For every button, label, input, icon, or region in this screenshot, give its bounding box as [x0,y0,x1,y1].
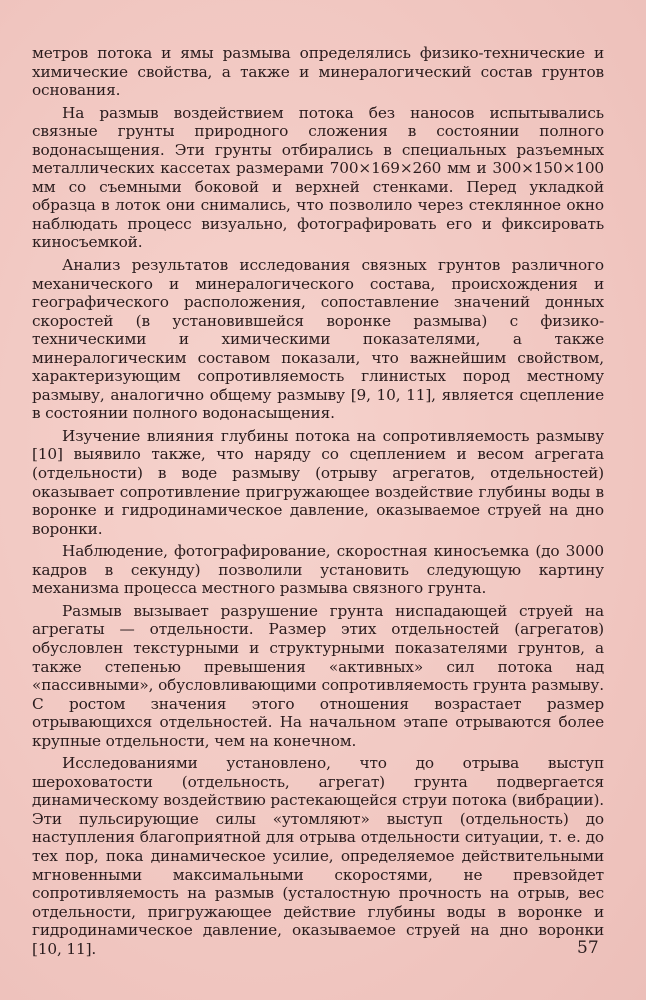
paragraph-7: Исследованиями установлено, что до отрыва выступ шероховатости (отдельность, агрегат) грунта подвергается динамическому воздействию растекающейся струи потока (вибрации). Эти пульсирующие силы «утомляют» выступ (отдельность) до наступления благоприятной для отрыва отдельности ситуации, т. е. до тех пор, пока динамическое усилие, определяемое действительными мгновенными максимальными скоростями, не превзойдет сопротивляемость на размыв (усталостную прочность на отрыв, вес отдельности, пригружающее действие глубины воды в воронке и гидродинамическое давление, оказываемое струей на дно воронки [10, 11]. [32,754,604,958]
body-text [32,44,604,962]
paragraph-6: Размыв вызывает разрушение грунта ниспадающей струей на агрегаты — отдельности. Размер этих отдельностей (агрегатов) обусловлен текстурными и структурными показателями грунтов, а также степенью превышения «активных» сил потока над «пассивными», обусловливающими сопротивляемость грунта размыву. С ростом значения этого отношения возрастает размер отрывающихся отдельностей. На начальном этапе отрываются более крупные отдельности, чем на конечном. [32,601,604,750]
paragraph-1: метров потока и ямы размыва определялись физико-технические и химические свойства, а также и минералогический состав грунтов основания. [32,44,604,100]
paragraph-4: Изучение влияния глубины потока на сопротивляемость размыву [10] выявило также, что наряду со сцеплением и весом агрегата (отдельности) в воде размыву (отрыву агрегатов, отдельностей) оказывает сопротивление пригружающее воздействие глубины воды в воронке и гидродинамическое давление, оказываемое струей на дно воронки. [32,426,604,538]
paragraph-5: Наблюдение, фотографирование, скоростная киносъемка (до 3000 кадров в секунду) позволили установить следующую картину механизма процесса местного размыва связного грунта. [32,542,604,598]
paragraph-3: Анализ результатов исследования связных грунтов различного механического и минералогического состава, происхождения и географического расположения, сопоставление значений донных скоростей (в установившейся воронке размыва) с физико-техническими и химическими показателями, а также минералогическим составом показали, что важнейшим свойством, характеризующим сопротивляемость глинистых пород местному размыву, аналогично общему размыву [9, 10, 11], является сцепление в состоянии полного водонасыщения. [32,256,604,423]
paragraph-2: На размыв воздействием потока без наносов испытывались связные грунты природного сложения в состоянии полного водонасыщения. Эти грунты отбирались в специальных разъемных металлических кассетах размерами 700×169×260 мм и 300×150×100 мм со съемными боковой и верхней стенками. Перед укладкой образца в лоток они снимались, что позволило через стеклянное окно наблюдать процесс визуально, фотографировать его и фиксировать киносъемкой. [32,103,604,252]
page-number: 57 [577,938,599,958]
